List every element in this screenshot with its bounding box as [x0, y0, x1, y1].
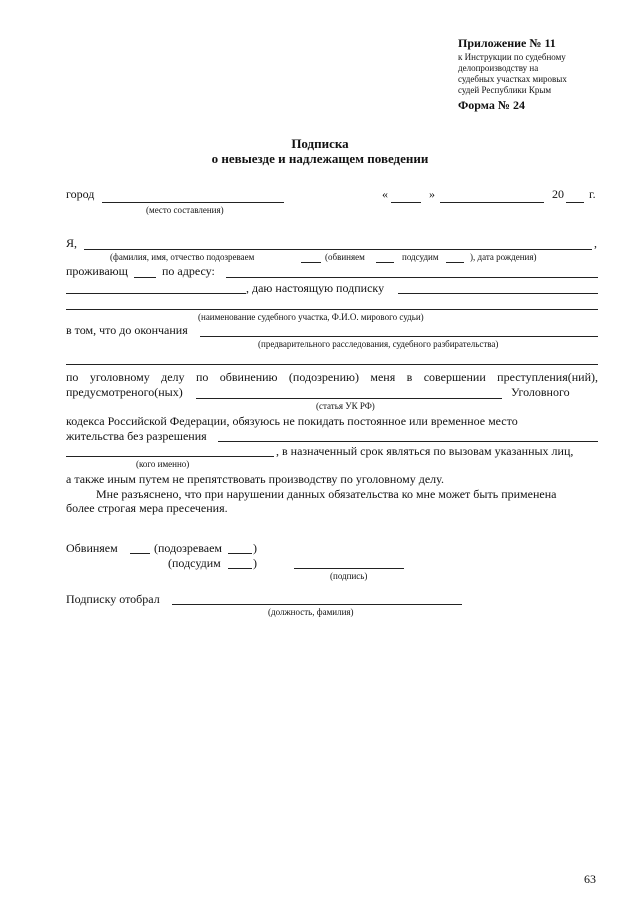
- document-title: Подписка: [291, 136, 349, 151]
- city-hint: (место составления): [146, 205, 224, 215]
- signature-hint: (подпись): [330, 571, 368, 581]
- court-line-2: [66, 309, 598, 310]
- address-label: по адресу:: [162, 264, 215, 278]
- body-line-1: кодекса Российской Федерации, обязуюсь не покидать постоянное или временное место: [66, 414, 518, 428]
- header-line-4: судей Республики Крым: [458, 85, 552, 95]
- fio-hint-blank-1: [301, 262, 321, 263]
- taken-line: [172, 604, 462, 605]
- fio-line: [84, 249, 592, 250]
- fio-hint-accused: (обвиняем: [325, 252, 365, 262]
- city-label: город: [66, 187, 95, 201]
- whom-line: [66, 456, 274, 457]
- signature-line: [294, 568, 404, 569]
- until-line-2: [66, 364, 598, 365]
- until-hint: (предварительного расследования, судебного разбирательства): [258, 339, 499, 349]
- quote-open: «: [382, 187, 388, 201]
- defendant-label: (подсудим: [168, 556, 221, 570]
- suspected-label: (подозреваем: [154, 541, 222, 555]
- document-subtitle: о невыезде и надлежащем поведении: [211, 151, 429, 166]
- quote-close: »: [429, 187, 435, 201]
- header-line-2: делопроизводству на: [458, 63, 539, 73]
- header-line-1: к Инструкции по судебному: [458, 52, 566, 62]
- fio-hint-defendant: подсудим: [402, 252, 439, 262]
- defendant-close: ): [253, 556, 257, 570]
- article-line: [196, 398, 502, 399]
- fio-hint-blank-2: [376, 262, 394, 263]
- year-line: [566, 202, 584, 203]
- year-prefix: 20: [552, 187, 564, 201]
- body-line-2: жительства без разрешения: [66, 429, 207, 443]
- give-label: , даю настоящую подписку: [246, 281, 385, 295]
- body-line-4: а также иным путем не препятствовать производству по уголовному делу.: [66, 472, 444, 486]
- address-line-2: [66, 293, 246, 294]
- accused-label: Обвиняем: [66, 541, 118, 555]
- case-line-2a: предусмотреного(ных): [66, 385, 183, 399]
- appendix-title: Приложение № 11: [458, 36, 556, 50]
- case-line-2b: Уголовного: [511, 385, 570, 399]
- until-line: [200, 336, 598, 337]
- address-line-1: [226, 277, 598, 278]
- permission-line: [218, 441, 598, 442]
- page-number: 63: [584, 872, 596, 886]
- taken-hint: (должность, фамилия): [268, 607, 354, 617]
- year-suffix: г.: [589, 187, 596, 201]
- i-label: Я,: [66, 236, 78, 250]
- court-hint: (наименование судебного участка, Ф.И.О. мирового судьи): [198, 312, 424, 322]
- until-label: в том, что до окончания: [66, 323, 188, 337]
- city-line: [102, 202, 284, 203]
- article-hint: (статья УК РФ): [316, 401, 375, 411]
- fio-hint-birth: ), дата рождения): [470, 252, 537, 262]
- suspected-ending-line: [228, 553, 252, 554]
- explained-line-1: Мне разъяснено, что при нарушении данных обязательства ко мне может быть применена: [96, 487, 557, 501]
- residing-label: проживающ: [66, 264, 128, 278]
- court-line-1: [398, 293, 598, 294]
- taken-label: Подписку отобрал: [66, 592, 160, 606]
- suspected-close: ): [253, 541, 257, 555]
- header-line-3: судебных участках мировых: [458, 74, 567, 84]
- body-line-3: , в назначенный срок являться по вызовам указанных лиц,: [276, 444, 574, 458]
- fio-comma: ,: [594, 236, 597, 250]
- residing-ending-line: [134, 277, 156, 278]
- day-line: [391, 202, 421, 203]
- case-line-1: по уголовному делу по обвинению (подозрению) меня в совершении преступления(ний),: [66, 370, 598, 384]
- explained-line-2: более строгая мера пресечения.: [66, 501, 228, 515]
- fio-hint: (фамилия, имя, отчество подозреваем: [110, 252, 255, 262]
- fio-hint-blank-3: [446, 262, 464, 263]
- form-number: Форма № 24: [458, 98, 525, 112]
- defendant-ending-line: [228, 568, 252, 569]
- accused-ending-line: [130, 553, 150, 554]
- whom-hint: (кого именно): [136, 459, 190, 469]
- month-line: [440, 202, 544, 203]
